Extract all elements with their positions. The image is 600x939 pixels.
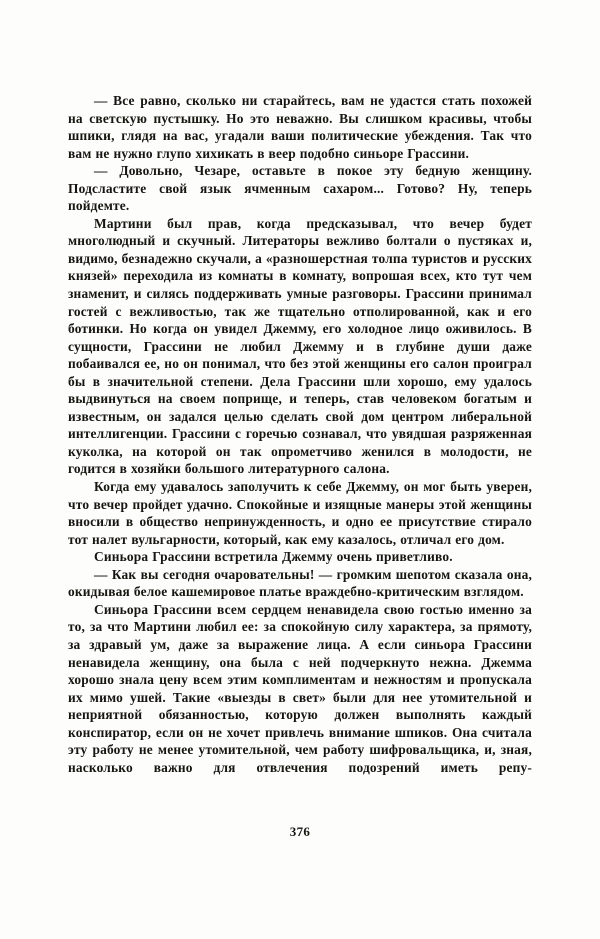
paragraph: — Как вы сегодня очаровательны! — громким шепотом сказала она, окидывая белое кашемировое платье враждебно-критическим взглядом. [68,566,532,600]
paragraph: Синьора Грассини встретила Джемму очень приветливо. [94,549,453,565]
page-body-text [68,92,532,776]
paragraph: Синьора Грассини всем сердцем ненавидела свою гостью именно за то, за что Мартини любил ее: за спокойную силу характера, за прямоту, за здравый ум, даже за выражение лица. А если синьора Грассини ненавидела женщину, она была с ней подчеркнуто нежна. Джемма хорошо знала цену всем этим комплиментам и нежностям и пропускала их мимо ушей. Такие «выезды в свет» были для нее утомительной и неприятной обязанностью, которую должен выполнять каждый конспиратор, если он не хочет привлечь внимание шпиков. Она считала эту работу не менее утомительной, чем работу шифровальщика, и, зная, насколько важно для отвлечения подозрений иметь репу- [68,601,532,775]
page-number: 376 [289,824,311,839]
paragraph: — Довольно, Чезаре, оставьте в покое эту бедную женщину. Подсластите свой язык ячменным сахаром... Готово? Ну, теперь пойдемте. [68,163,532,214]
paragraph: Когда ему удавалось заполучить к себе Джемму, он мог быть уверен, что вечер пройдет удачно. Спокойные и изящные манеры этой женщины вносили в общество непринужденность, и одно ее присутствие стирало тот налет вульгарности, который, как ему казалось, отличал его дом. [68,479,532,547]
paragraph: Мартини был прав, когда предсказывал, что вечер будет многолюдный и скучный. Литераторы вежливо болтали о пустяках и, видимо, безнадежно скучали, а «разношерстная толпа туристов и русских князей» переходила из комнаты в комнату, вопрошая всех, кто тут чем знаменит, и силясь поддерживать умные разговоры. Грассини принимал гостей с вежливостью, так же тщательно отполированной, как и его ботинки. Но когда он увидел Джемму, его холодное лицо оживилось. В сущности, Грассини не любил Джемму и в глубине души даже побаивался ее, но он понимал, что без этой женщины его салон проиграл бы в значительной степени. Дела Грассини шли хорошо, ему удалось выдвинуться на своем поприще, и теперь, став человеком богатым и известным, он задался целью сделать свой дом центром либеральной интеллигенции. Грассини с горечью сознавал, что увядшая разряженная куколка, на которой он так опрометчиво женился в молодости, не годится в хозяйки большого литературного салона. [68,215,532,477]
paragraph: — Все равно, сколько ни старайтесь, вам не удастся стать похожей на светскую пустышку. Но это неважно. Вы слишком красивы, чтобы шпики, глядя на вас, угадали ваши политические убеждения. Так что вам не нужно глупо хихикать в веер подобно синьоре Грассини. [68,93,532,161]
